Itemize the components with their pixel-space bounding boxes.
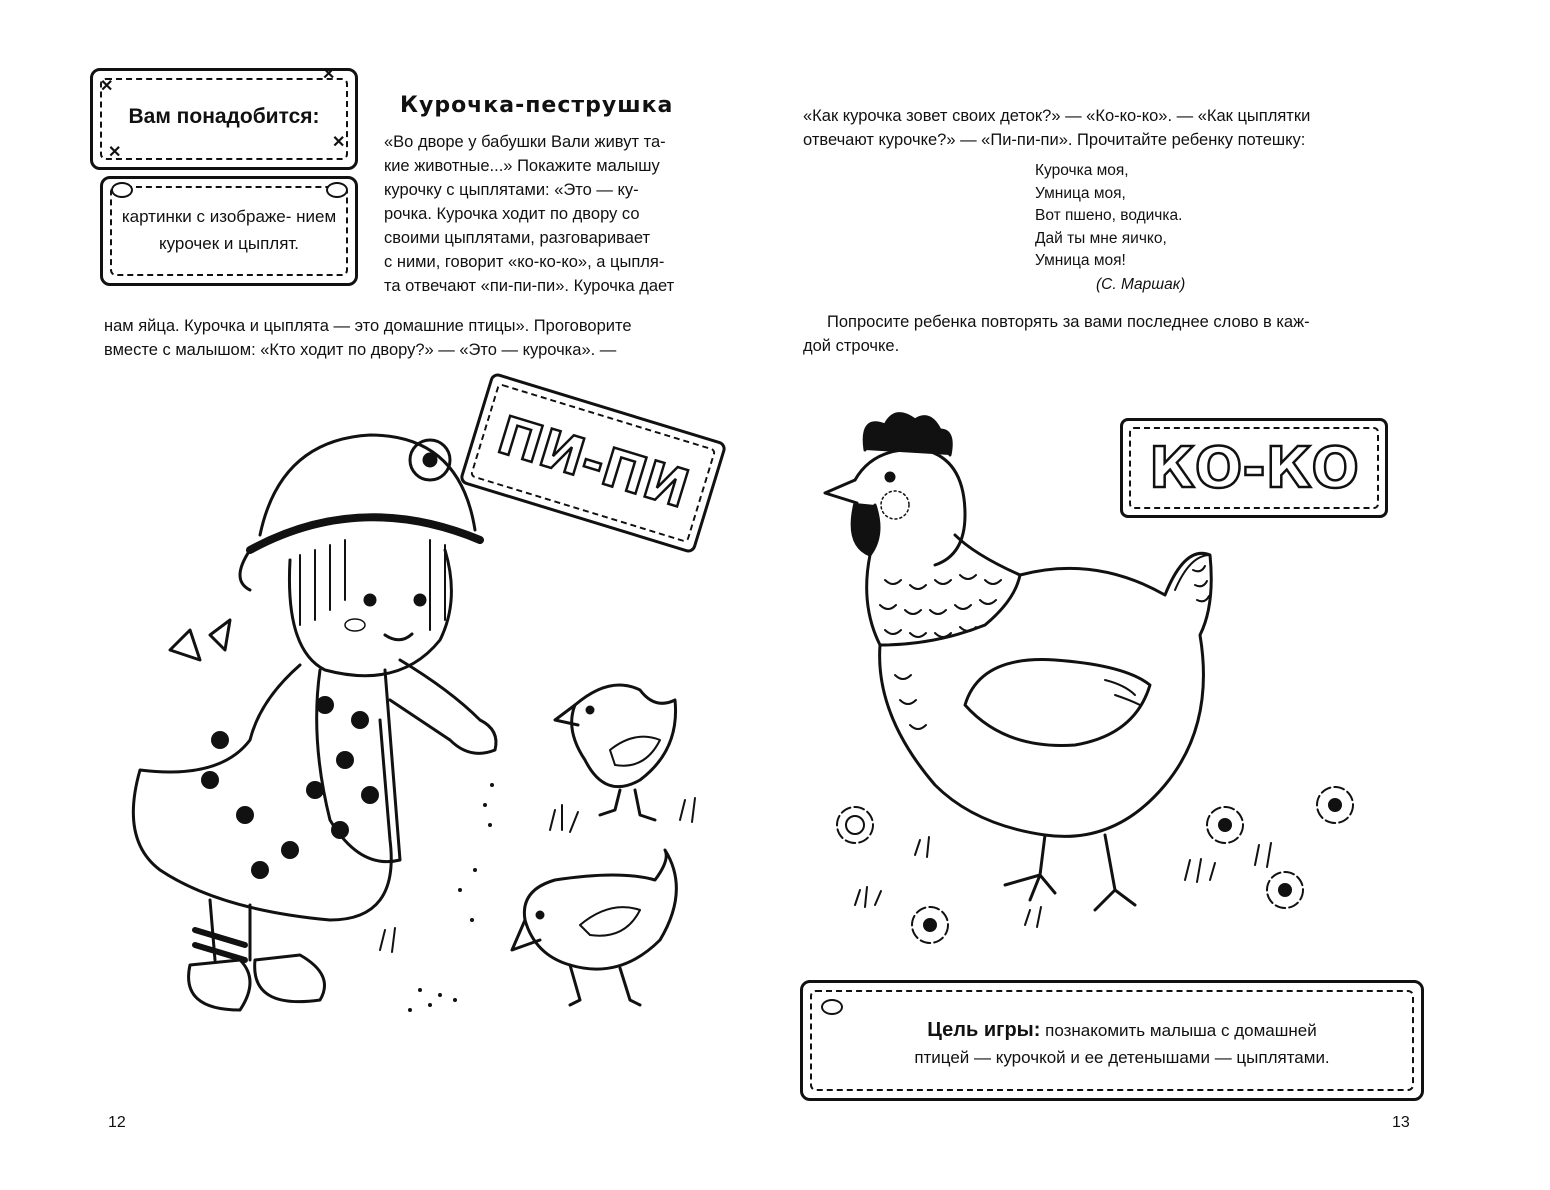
button-pin-icon [111, 182, 133, 198]
x-mark-icon: ✕ [108, 144, 122, 161]
goal-line-1: познакомить малыша с домашней [1045, 1021, 1317, 1040]
intro-paragraph [384, 130, 708, 298]
button-pin-icon [821, 999, 843, 1015]
game-title: Курочка-пеструшка [400, 93, 674, 118]
pi-pi-sign-text: ПИ-ПИ [490, 405, 696, 521]
girl-feeding-chicks-illustration [100, 420, 720, 1060]
need-title: Вам понадобится: [128, 105, 320, 128]
need-title-box [90, 68, 358, 170]
text-line: курочку с цыплятами: «Это — ку- [384, 181, 639, 199]
button-pin-icon [326, 182, 348, 198]
continued-paragraph [803, 104, 1413, 152]
poem-line: Умница моя! [1035, 252, 1126, 269]
text-line: дой строчке. [803, 337, 900, 355]
need-items: картинки с изображе- нием курочек и цыплят. [121, 207, 337, 253]
text-line: Попросите ребенка повторять за вами последнее слово в каж- [827, 313, 1310, 331]
x-mark-icon: ✕ [322, 66, 336, 83]
text-line: вместе с малышом: «Кто ходит по двору?» — «Это — курочка». — [104, 341, 617, 359]
text-line: с ними, говорит «ко-ко-ко», а цыпля- [384, 253, 665, 271]
text-line: та отвечают «пи-пи-пи». Курочка дает [384, 277, 675, 295]
poem [1035, 160, 1182, 273]
text-line: «Во дворе у бабушки Вали живут та- [384, 133, 666, 151]
text-line: кие животные...» Покажите малышу [384, 157, 660, 175]
ko-ko-sign-text: КО-КО [1149, 435, 1359, 501]
text-line: рочка. Курочка ходит по двору со [384, 205, 640, 223]
text-line: нам яйца. Курочка и цыплята — это домашние птицы». Проговорите [104, 317, 632, 335]
need-items-box [100, 176, 358, 286]
page-number: 13 [1392, 1114, 1410, 1131]
poem-line: Умница моя, [1035, 184, 1126, 202]
request-paragraph [803, 310, 1413, 358]
x-mark-icon: ✕ [332, 134, 346, 151]
goal-box [800, 980, 1424, 1101]
poem-author: (С. Маршак) [1096, 276, 1186, 293]
text-line: «Как курочка зовет своих деток?» — «Ко-ко-ко». — «Как цыплятки [803, 107, 1311, 125]
goal-line-2: птицей — курочкой и ее детенышами — цыплятами. [914, 1048, 1330, 1067]
goal-text [863, 1017, 1381, 1071]
goal-label: Цель игры: [927, 1019, 1041, 1041]
text-line: отвечают курочке?» — «Пи-пи-пи». Прочитайте ребенку потешку: [803, 131, 1306, 149]
full-width-paragraph [104, 314, 710, 362]
ko-ko-sign [1120, 418, 1388, 518]
poem-line: Дай ты мне яичко, [1035, 229, 1167, 247]
x-mark-icon: ✕ [100, 78, 114, 95]
poem-line: Курочка моя, [1035, 162, 1129, 179]
page-number: 12 [108, 1114, 126, 1131]
text-line: своими цыплятами, разговаривает [384, 229, 651, 247]
poem-line: Вот пшено, водичка. [1035, 207, 1183, 224]
